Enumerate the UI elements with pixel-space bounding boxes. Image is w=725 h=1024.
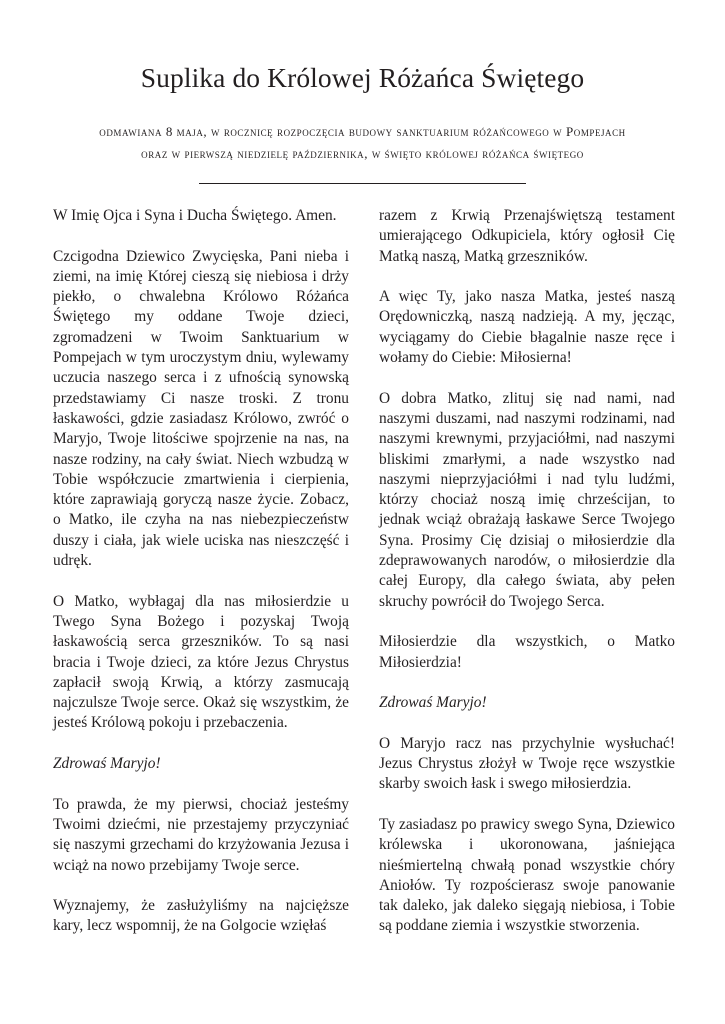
page-title: Suplika do Królowej Różańca Świętego [140,62,585,93]
paragraph: Czcigodna Dziewico Zwycięska, Pani nieba i ziemi, na imię Której cieszą się niebiosa i drży piekło, o chwalebna Królowo Różańca Świętego my oddane Twoje dzieci, zgromadzeni w Twoim Sanktuarium w Pompejach w tym uroczystym dniu, wylewamy uczucia naszego serca i z ufnością synowską przedstawiamy Ci nasze troski. Z tronu łaskawości, gdzie zasiadasz Królowo, zwróć o Maryjo, Twoje litościwe spojrzenie na nas, na nasze rodziny, na cały świat. Niech wzbudzą w Tobie współczucie zmartwienia i cierpienia, które zaprawiają goryczą nasze życie. Zobacz, o Matko, ile czyha na nas niebezpieczeństw duszy i ciała, jak wiele uciska nas nieszczęść i udręk. [53,247,349,570]
paragraph: Wyznajemy, że zasłużyliśmy na najcięższe kary, lecz wspomnij, że na Golgocie wzięłaś [53,897,349,935]
text-column-right [379,206,675,957]
paragraph: Ty zasiadasz po prawicy swego Syna, Dziewico królewska i ukoronowana, jaśniejąca nieśmiertelną chwałą ponad wszystkie chóry Aniołów. Ty rozpościerasz swoje panowanie tak daleko, jak daleko sięgają niebiosa, i Tobie są poddane ziemia i wszystkie stworzenia. [379,815,675,935]
paragraph: razem z Krwią Przenajświętszą testament umierającego Odkupiciela, który ogłosił Cię Matką naszą, Matką grzeszników. [379,207,675,265]
paragraph: W Imię Ojca i Syna i Ducha Świętego. Amen. [53,207,337,224]
subtitle-line: oraz w pierwszą niedzielę października, w święto królowej różańca świętego [141,146,584,161]
page-subtitle [40,121,685,165]
paragraph: O Matko, wybłagaj dla nas miłosierdzie u Twego Syna Bożego i pozyskaj Twoją łaskawością serca grzeszników. To są nasi bracia i Twoje dzieci, za które Jezus Chrystus zapłacił swoją Krwią, a którzy zasmucają najczulsze Twoje serce. Okaż się wszystkim, że jesteś Królową pokoju i przebaczenia. [53,592,349,732]
paragraph: To prawda, że my pierwsi, chociaż jesteśmy Twoimi dziećmi, nie przestajemy przyczyniać się naszymi grzechami do krzyżowania Jezusa i wciąż na nowo przebijamy Twoje serce. [53,795,349,874]
paragraph: Miłosierdzie dla wszystkich, o Matko Miłosierdzia! [379,633,675,671]
paragraph: O Maryjo racz nas przychylnie wysłuchać! Jezus Chrystus złożył w Twoje ręce wszystkie skarby swoich łask i swego miłosierdzia. [379,734,675,793]
text-column-left [53,206,349,957]
subtitle-line: odmawiana 8 maja, w rocznicę rozpoczęcia budowy sanktuarium różańcowego w Pompejach [99,124,626,139]
prayer-refrain: Zdrowaś Maryjo! [379,694,487,712]
prayer-refrain: Zdrowaś Maryjo! [53,755,161,773]
paragraph: A więc Ty, jako nasza Matka, jesteś naszą Orędowniczką, naszą nadzieją. A my, jęcząc, wyciągamy do Ciebie błagalnie nasze ręce i wołamy do Ciebie: Miłosierna! [379,288,675,367]
paragraph: O dobra Matko, zlituj się nad nami, nad naszymi duszami, nad naszymi rodzinami, nad naszymi krewnymi, przyjaciółmi, nad naszymi bliskimi zmarłymi, a nade wszystko nad naszymi nieprzyjaciółmi i nad tylu ludźmi, którzy chociaż noszą imię chrześcijan, to jednak wciąż obrażają łaskawe Serce Twojego Syna. Prosimy Cię dzisiaj o miłosierdzie dla zdeprawowanych narodów, o miłosierdzie dla całej Europy, dla całego świata, aby pełen skruchy powrócił do Twojego Serca. [379,389,675,610]
title-divider [199,183,526,184]
